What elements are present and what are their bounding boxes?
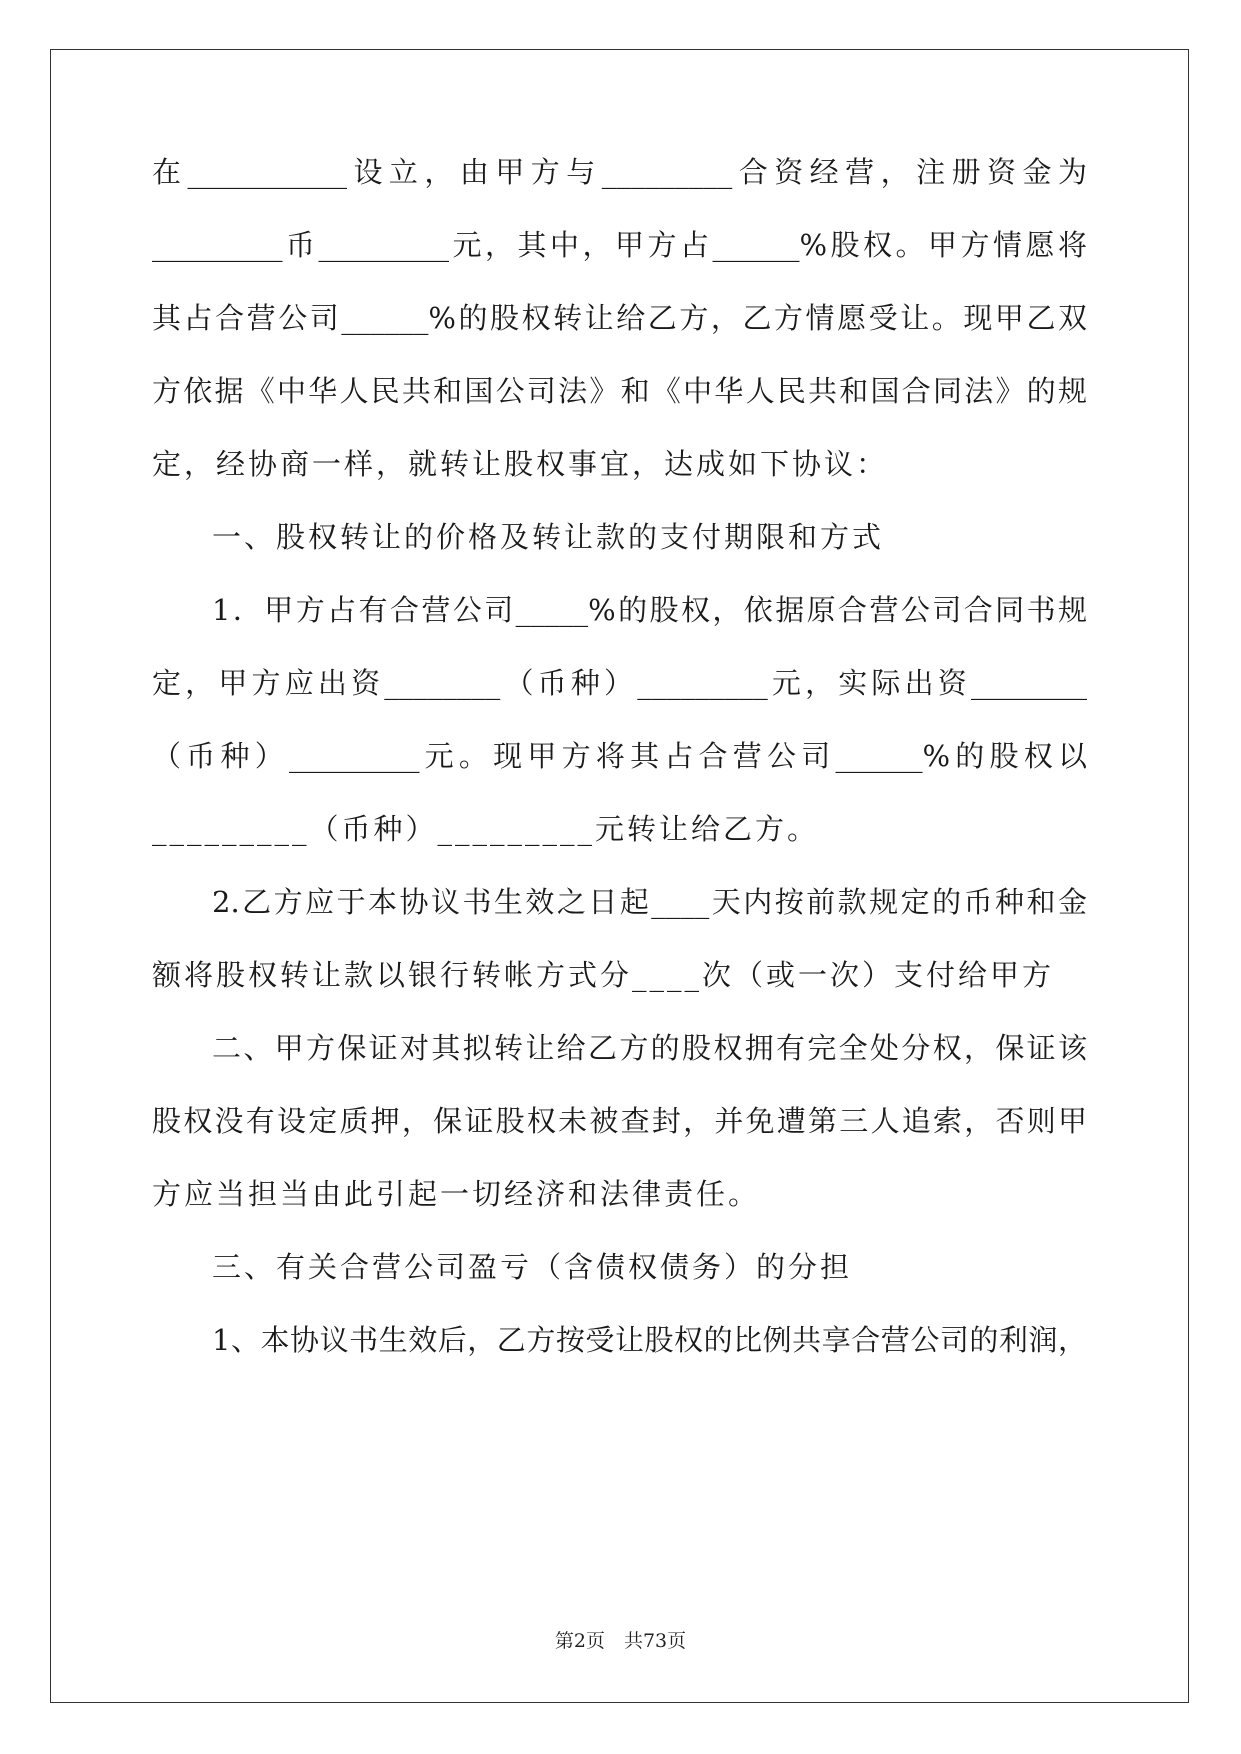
text-line: 1．甲方占有合营公司_____%的股权，依据原合营公司合同书规 <box>212 593 1087 627</box>
text-line: 方依据《中华人民共和国公司法》和《中华人民共和国合同法》的规 <box>152 374 1087 408</box>
text-line: 在___________设立，由甲方与_________合资经营，注册资金为 <box>152 155 1087 189</box>
text-line: 额将股权转让款以银行转帐方式分____次（或一次）支付给甲方 <box>152 958 1055 992</box>
text-line: 定，甲方应出资________（币种）_________元，实际出资________ <box>152 666 1087 700</box>
text-line: 其占合营公司______%的股权转让给乙方，乙方情愿受让。现甲乙双 <box>152 301 1087 335</box>
text-line: 方应当担当由此引起一切经济和法律责任。 <box>152 1177 761 1211</box>
page-number-footer: 第2页 共73页 <box>554 1630 687 1652</box>
text-line: 股权没有设定质押，保证股权未被查封，并免遭第三人追索，否则甲 <box>152 1104 1087 1138</box>
text-line: 2.乙方应于本协议书生效之日起____天内按前款规定的币种和金 <box>212 885 1087 919</box>
section-heading: 一、股权转让的价格及转让款的支付期限和方式 <box>212 520 885 554</box>
text-line: 1、本协议书生效后，乙方按受让股权的比例共享合营公司的利润， <box>212 1323 1087 1357</box>
section-heading: 三、有关合营公司盈亏（含债权债务）的分担 <box>212 1250 853 1284</box>
section-heading: 二、甲方保证对其拟转让给乙方的股权拥有完全处分权，保证该 <box>212 1031 1087 1065</box>
text-line: _________（币种）_________元转让给乙方。 <box>152 812 820 846</box>
text-line: _________币_________元，其中，甲方占______%股权。甲方情愿将 <box>152 228 1087 262</box>
text-line: （币种）_________元。现甲方将其占合营公司______%的股权以 <box>152 739 1087 773</box>
text-line: 定，经协商一样，就转让股权事宜，达成如下协议： <box>152 447 889 481</box>
